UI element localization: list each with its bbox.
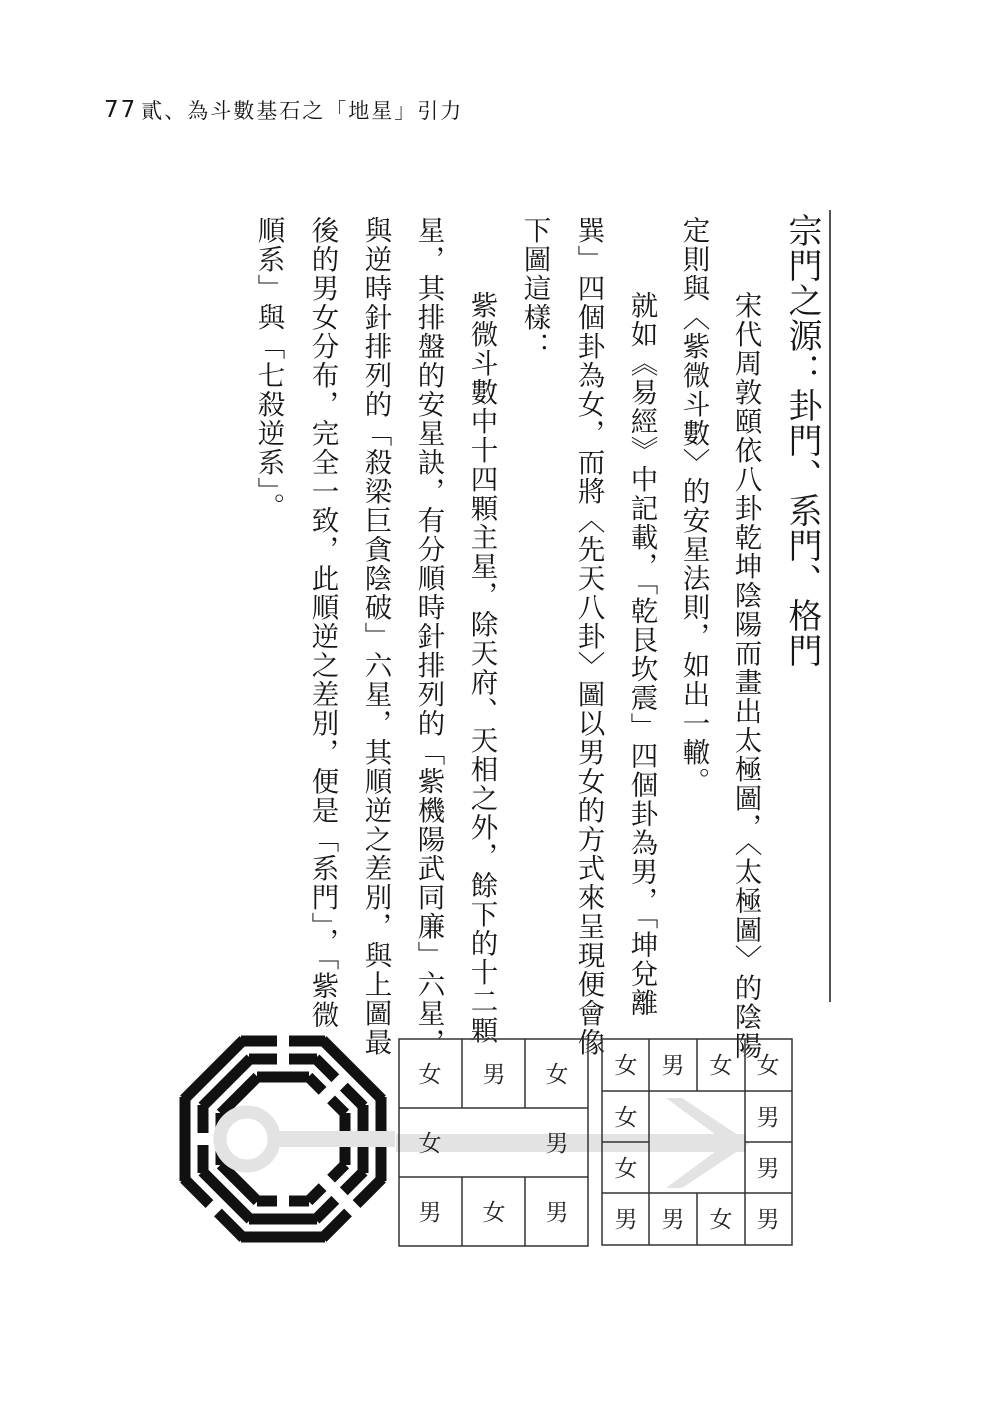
grid4-top-cell: 女 (756, 1053, 780, 1079)
trigram-line (257, 1072, 309, 1083)
trigram-line (249, 1054, 317, 1065)
trigram-bar (289, 1196, 309, 1207)
trigram-bar (289, 1036, 325, 1047)
body-column-9: 後的男女分布，完全一致，此順逆之差別，便是「系門」，「紫微 (306, 216, 339, 1030)
trigram-bar (376, 1097, 387, 1133)
grid4-right-cell: 男 (756, 1105, 780, 1131)
trigram-bar (249, 1054, 277, 1065)
grid4-bottom-cell: 男 (614, 1207, 638, 1233)
trigram-line (305, 1073, 350, 1118)
grid3-cell: 男 (418, 1200, 442, 1226)
body-column-2: 定則與〈紫微斗數〉的安星法則，如出一轍。 (677, 216, 710, 796)
grid3-cell: 男 (482, 1062, 506, 1088)
trigram-line (249, 1214, 317, 1225)
grid3-cell: 女 (482, 1200, 506, 1226)
body-column-6: 紫微斗數中十四顆主星，除天府、天相之外，餘下的十二顆 (465, 262, 498, 1045)
trigram-line (241, 1036, 325, 1047)
body-column-5: 下圖這樣： (518, 216, 551, 361)
grid4-bottom-cell: 男 (756, 1207, 780, 1233)
body-column-10: 順系」與「七殺逆系」。 (252, 216, 285, 522)
gender-grid-3x3 (398, 1038, 591, 1249)
body-column-4: 巽」四個卦為女，而將〈先天八卦〉圖以男女的方式來呈現便會像 (572, 216, 605, 1057)
trigram-bar (241, 1232, 325, 1243)
trigram-bar (340, 1113, 351, 1133)
running-title: 貳、為斗數基石之「地星」引力 (141, 99, 464, 123)
grid3-cell: 男 (545, 1131, 569, 1157)
gender-grid-4x4 (601, 1038, 795, 1248)
grid3-cell: 男 (545, 1200, 569, 1226)
trigram-line (180, 1097, 191, 1181)
grid3-cell: 女 (545, 1062, 569, 1088)
grid3-cell: 女 (418, 1131, 442, 1157)
grid4-left-cell: 女 (614, 1156, 638, 1182)
body-column-8: 與逆時針排列的「殺梁巨貪陰破」六星，其順逆之差別，與上圖最 (359, 216, 392, 1057)
grid4-bottom-cell: 女 (709, 1207, 733, 1233)
running-header (104, 90, 463, 130)
grid4-left-cell: 女 (614, 1105, 638, 1131)
trigram-bar (241, 1036, 277, 1047)
trigram-bar (249, 1214, 317, 1225)
grid4-top-cell: 女 (614, 1053, 638, 1079)
section-title: 宗門之源：卦門、系門、格門 (782, 213, 822, 668)
body-column-7: 星，其排盤的安星訣，有分順時針排列的「紫機陽武同廉」六星， (412, 216, 445, 1057)
trigram-line (241, 1232, 325, 1243)
grid4-right-cell: 男 (756, 1156, 780, 1182)
page-number: 77 (104, 97, 138, 123)
grid3-cell: 女 (418, 1062, 442, 1088)
body-column-3: 就如《易經》中記載，「乾艮坎震」四個卦為男，「坤兌離 (625, 262, 658, 1018)
body-column-1: 宋代周敦頤依八卦乾坤陰陽而畫出太極圖，〈太極圖〉的陰陽 (729, 262, 762, 1061)
section-divider (829, 210, 831, 1002)
trigram-bar (180, 1097, 191, 1181)
bagua-trigram-icon (170, 1026, 396, 1252)
trigram-line (305, 1161, 350, 1206)
grid4-top-cell: 男 (661, 1053, 685, 1079)
grid4-bottom-cell: 男 (661, 1207, 685, 1233)
trigram-bar (376, 1145, 387, 1181)
grid4-top-cell: 女 (709, 1053, 733, 1079)
trigram-line (198, 1105, 209, 1173)
trigram-bar (257, 1072, 309, 1083)
trigram-line (257, 1196, 309, 1207)
